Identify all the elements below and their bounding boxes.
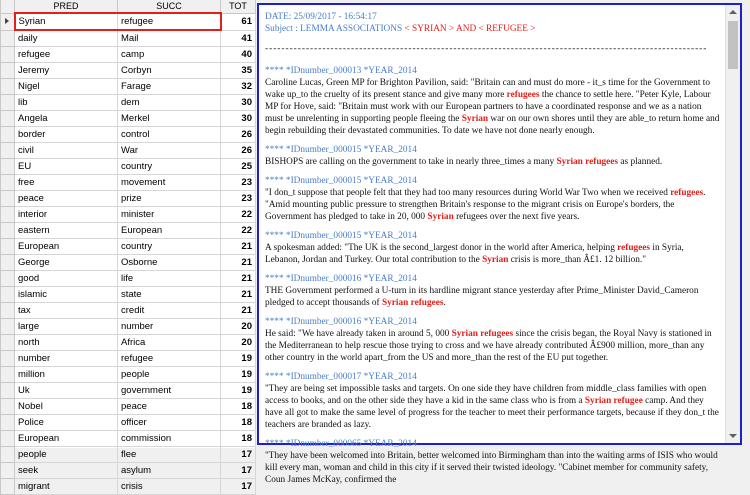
concordance-header [265, 11, 721, 35]
table-row[interactable] [1, 79, 256, 95]
pred-cell[interactable]: Jeremy [15, 63, 118, 79]
tot-cell[interactable]: 21 [221, 287, 256, 303]
tot-cell[interactable]: 21 [221, 271, 256, 287]
succ-cell[interactable]: movement [118, 175, 221, 191]
separator-line: ------------------------------------------------------------------------------------------------------------ [265, 44, 708, 54]
table-row[interactable] [1, 271, 256, 287]
table-row[interactable] [1, 463, 256, 479]
table-row[interactable] [1, 287, 256, 303]
pred-cell[interactable]: number [15, 351, 118, 367]
row-indicator[interactable] [1, 239, 15, 255]
highlighted-term: refugees [617, 243, 651, 253]
highlighted-term: Syrian refugees [381, 298, 444, 308]
tot-cell[interactable]: 19 [221, 383, 256, 399]
row-indicator[interactable] [1, 319, 15, 335]
row-indicator[interactable] [1, 79, 15, 95]
tot-cell[interactable]: 41 [221, 30, 256, 47]
scroll-down-button[interactable] [726, 429, 740, 443]
tot-cell[interactable]: 17 [221, 447, 256, 463]
row-indicator[interactable] [1, 383, 15, 399]
document-entry [265, 65, 721, 137]
tot-cell[interactable]: 19 [221, 367, 256, 383]
row-indicator-header [1, 0, 15, 13]
table-row[interactable] [1, 351, 256, 367]
row-indicator[interactable] [1, 175, 15, 191]
tot-cell[interactable]: 23 [221, 175, 256, 191]
succ-cell[interactable]: camp [118, 47, 221, 63]
highlighted-term: refugees [670, 188, 704, 198]
document-id: **** *IDnumber_000065 *YEAR_2014 [265, 439, 417, 449]
row-indicator[interactable] [1, 351, 15, 367]
row-indicator[interactable] [1, 207, 15, 223]
tot-cell[interactable]: 21 [221, 303, 256, 319]
row-indicator[interactable] [1, 287, 15, 303]
succ-cell[interactable]: state [118, 287, 221, 303]
row-indicator[interactable] [1, 143, 15, 159]
row-indicator[interactable] [1, 13, 15, 30]
table-row[interactable] [1, 479, 256, 495]
tot-column-header[interactable]: TOT [221, 0, 256, 13]
current-row-arrow-icon [5, 18, 9, 24]
table-row[interactable] [1, 223, 256, 239]
document-text: BISHOPS are calling on the government to take in nearly three_times a many Syrian refugees as planned. [265, 157, 663, 167]
pred-column-header[interactable]: PRED [15, 0, 118, 13]
table-row[interactable] [1, 207, 256, 223]
table-row[interactable] [1, 143, 256, 159]
document-text: He said: "We have already taken in around 5, 000 Syrian refugees since the crisis began, the Royal Navy is stationed in the Mediterranean to help rescue those trying to cross and we have already contributed Â£900 million, more_than any other country in the world apart_from the US and more_than the rest of the EU put together. [265, 329, 712, 363]
pred-cell[interactable]: seek [15, 463, 118, 479]
row-indicator[interactable] [1, 271, 15, 287]
scroll-up-button[interactable] [726, 5, 740, 19]
table-row[interactable] [1, 367, 256, 383]
succ-cell[interactable]: European [118, 223, 221, 239]
tot-cell[interactable]: 18 [221, 399, 256, 415]
row-indicator[interactable] [1, 463, 15, 479]
pred-cell[interactable]: people [15, 447, 118, 463]
pred-cell[interactable]: lib [15, 95, 118, 111]
document-entry [265, 230, 721, 266]
highlighted-term: refugees [506, 90, 540, 100]
tot-cell[interactable]: 32 [221, 79, 256, 95]
table-row[interactable] [1, 191, 256, 207]
row-indicator[interactable] [1, 447, 15, 463]
table-row[interactable] [1, 127, 256, 143]
triangle-down-icon [729, 434, 737, 438]
succ-cell[interactable]: country [118, 239, 221, 255]
subject-label: Subject : LEMMA ASSOCIATIONS [265, 24, 405, 34]
row-indicator[interactable] [1, 111, 15, 127]
pred-cell[interactable]: Nigel [15, 79, 118, 95]
document-entry [265, 438, 721, 486]
succ-cell[interactable]: country [118, 159, 221, 175]
row-indicator[interactable] [1, 191, 15, 207]
row-indicator[interactable] [1, 367, 15, 383]
document-id: **** *IDnumber_000016 *YEAR_2014 [265, 274, 417, 284]
table-row[interactable] [1, 175, 256, 191]
pred-cell[interactable]: peace [15, 191, 118, 207]
pred-cell[interactable]: migrant [15, 479, 118, 495]
tot-cell[interactable]: 26 [221, 143, 256, 159]
document-text: "They have been welcomed into Britain, better welcomed into Birmingham than into the waiting arms of ISIS who would kill every man, woman and child in this city if it served their twisted ideology. "Cabinet member for community safety, Coun James McKay, confirmed the [265, 451, 718, 485]
table-row[interactable] [1, 63, 256, 79]
highlighted-term: Syrian refugees [556, 157, 619, 167]
row-indicator[interactable] [1, 415, 15, 431]
succ-cell[interactable]: refugee [118, 351, 221, 367]
table-row[interactable] [1, 30, 256, 47]
document-list [265, 65, 721, 486]
row-indicator[interactable] [1, 399, 15, 415]
document-id: **** *IDnumber_000015 *YEAR_2014 [265, 176, 417, 186]
document-id: **** *IDnumber_000015 *YEAR_2014 [265, 145, 417, 155]
pred-cell[interactable]: good [15, 271, 118, 287]
row-indicator[interactable] [1, 127, 15, 143]
table-row[interactable] [1, 335, 256, 351]
succ-cell[interactable]: refugee [118, 13, 221, 30]
document-entry [265, 371, 721, 431]
row-indicator[interactable] [1, 479, 15, 495]
row-indicator[interactable] [1, 223, 15, 239]
scrollbar-thumb[interactable] [728, 21, 738, 69]
table-row[interactable] [1, 319, 256, 335]
vertical-scrollbar[interactable] [725, 5, 740, 443]
subject-query: < SYRIAN > AND < REFUGEE > [404, 24, 536, 34]
document-id: **** *IDnumber_000015 *YEAR_2014 [265, 231, 417, 241]
tot-cell[interactable]: 25 [221, 159, 256, 175]
pred-cell[interactable]: interior [15, 207, 118, 223]
pred-cell[interactable]: tax [15, 303, 118, 319]
document-text: A spokesman added: "The UK is the second_largest donor in the world after America, helping refugees in Syria, Lebanon, Jordan and Turkey. Our total contribution to the Syrian crisis is more_than Â£1. 12 billion." [265, 243, 684, 265]
succ-cell[interactable]: number [118, 319, 221, 335]
pred-cell[interactable]: islamic [15, 287, 118, 303]
tot-cell[interactable]: 26 [221, 127, 256, 143]
tot-cell[interactable]: 61 [221, 13, 256, 30]
grid-header-row [1, 0, 256, 13]
succ-cell[interactable]: War [118, 143, 221, 159]
highlighted-term: Syrian refugee [584, 396, 643, 406]
table-row[interactable] [1, 111, 256, 127]
pred-cell[interactable]: European [15, 239, 118, 255]
succ-cell[interactable]: Africa [118, 335, 221, 351]
association-grid [0, 0, 256, 495]
tot-cell[interactable]: 30 [221, 95, 256, 111]
tot-cell[interactable]: 21 [221, 239, 256, 255]
tot-cell[interactable]: 18 [221, 431, 256, 447]
pred-cell[interactable]: Nobel [15, 399, 118, 415]
pred-cell[interactable]: border [15, 127, 118, 143]
tot-cell[interactable]: 22 [221, 207, 256, 223]
succ-cell[interactable]: crisis [118, 479, 221, 495]
succ-cell[interactable]: life [118, 271, 221, 287]
table-row[interactable] [1, 303, 256, 319]
row-indicator[interactable] [1, 303, 15, 319]
document-text: "They are being set impossible tasks and targets. On one side they have children from middle_class families with open access to books, and on the other side they have a kid in the same class who is from a Syrian refugee camp. And they have all got to make the same level of progress for the teacher to meet their performance targets, because if they don_t the teachers are branded as lazy. [265, 384, 719, 430]
document-text: THE Government performed a U-turn in its hardline migrant stance yesterday after Prime_Minister David_Cameron pledged to accept thousands of Syrian refugees. [265, 286, 699, 308]
tot-cell[interactable]: 35 [221, 63, 256, 79]
document-id: **** *IDnumber_000016 *YEAR_2014 [265, 317, 417, 327]
concordance-content [265, 11, 721, 486]
succ-cell[interactable]: commission [118, 431, 221, 447]
row-indicator[interactable] [1, 63, 15, 79]
table-row[interactable] [1, 159, 256, 175]
tot-cell[interactable]: 21 [221, 255, 256, 271]
row-indicator[interactable] [1, 335, 15, 351]
succ-cell[interactable]: control [118, 127, 221, 143]
pred-cell[interactable]: Police [15, 415, 118, 431]
document-text: "I don_t suppose that people felt that they had too many resources during World War Two when we received refugees. "Amid mounting public pressure to strengthen Britain's response to the migrant crisis on Europe's borders, the Government has pledged to take in 20, 000 Syrian refugees over the next five years. [265, 188, 706, 222]
tot-cell[interactable]: 17 [221, 463, 256, 479]
document-entry [265, 144, 721, 168]
table-row[interactable] [1, 255, 256, 271]
tot-cell[interactable]: 19 [221, 351, 256, 367]
date-line: DATE: 25/09/2017 - 16:54:17 [265, 12, 377, 22]
succ-cell[interactable]: officer [118, 415, 221, 431]
succ-cell[interactable]: peace [118, 399, 221, 415]
tot-cell[interactable]: 30 [221, 111, 256, 127]
pred-cell[interactable]: European [15, 431, 118, 447]
pred-cell[interactable]: eastern [15, 223, 118, 239]
grid-body [1, 13, 256, 495]
tot-cell[interactable]: 20 [221, 335, 256, 351]
tot-cell[interactable]: 18 [221, 415, 256, 431]
subject-line [265, 23, 721, 35]
succ-cell[interactable]: Corbyn [118, 63, 221, 79]
pred-cell[interactable]: George [15, 255, 118, 271]
succ-cell[interactable]: government [118, 383, 221, 399]
succ-cell[interactable]: dem [118, 95, 221, 111]
table-row[interactable] [1, 383, 256, 399]
pred-cell[interactable]: Angela [15, 111, 118, 127]
tot-cell[interactable]: 17 [221, 479, 256, 495]
document-id: **** *IDnumber_000017 *YEAR_2014 [265, 372, 417, 382]
succ-cell[interactable]: prize [118, 191, 221, 207]
pred-cell[interactable]: Uk [15, 383, 118, 399]
triangle-up-icon [729, 10, 737, 14]
document-entry [265, 273, 721, 309]
document-entry [265, 316, 721, 364]
succ-column-header[interactable]: SUCC [118, 0, 221, 13]
pred-cell[interactable]: Syrian [15, 13, 118, 30]
row-indicator[interactable] [1, 159, 15, 175]
pred-cell[interactable]: daily [15, 30, 118, 47]
concordance-panel [257, 3, 742, 485]
succ-cell[interactable]: Farage [118, 79, 221, 95]
tot-cell[interactable]: 23 [221, 191, 256, 207]
succ-cell[interactable]: credit [118, 303, 221, 319]
pred-cell[interactable]: large [15, 319, 118, 335]
succ-cell[interactable]: Osborne [118, 255, 221, 271]
table-row[interactable] [1, 95, 256, 111]
tot-cell[interactable]: 20 [221, 319, 256, 335]
pred-cell[interactable]: north [15, 335, 118, 351]
succ-cell[interactable]: minister [118, 207, 221, 223]
tot-cell[interactable]: 22 [221, 223, 256, 239]
highlighted-term: Syrian [427, 212, 454, 222]
pred-cell[interactable]: civil [15, 143, 118, 159]
highlighted-term: Syrian [461, 114, 489, 124]
table-row[interactable] [1, 431, 256, 447]
tot-cell[interactable]: 40 [221, 47, 256, 63]
row-indicator[interactable] [1, 95, 15, 111]
succ-cell[interactable]: asylum [118, 463, 221, 479]
table-row[interactable] [1, 447, 256, 463]
association-grid-panel [0, 0, 256, 492]
table-row[interactable] [1, 47, 256, 63]
row-indicator[interactable] [1, 47, 15, 63]
succ-cell[interactable]: Mail [118, 30, 221, 47]
highlighted-term: Syrian [482, 255, 509, 265]
row-indicator[interactable] [1, 30, 15, 47]
pred-cell[interactable]: free [15, 175, 118, 191]
table-row[interactable] [1, 13, 256, 30]
table-row[interactable] [1, 415, 256, 431]
row-indicator[interactable] [1, 431, 15, 447]
succ-cell[interactable]: Merkel [118, 111, 221, 127]
document-text: Caroline Lucas, Green MP for Brighton Pavilion, said: "Britain can and must do more - it_s time for the Government to wake up_to the cruelty of its present stance and give many more refugees the chance to settle here. "Peter Kyle, Labour MP for Hove, said: "Britain must work with our European partners to have a coordinated response and we as a nation must be unrelenting in supporting people fleeing the Syrian war on our own shores until they are able_to return home and begin rebuilding their devastated communities. To date we have not done nearly enough. [265, 78, 720, 136]
pred-cell[interactable]: refugee [15, 47, 118, 63]
pred-cell[interactable]: EU [15, 159, 118, 175]
table-row[interactable] [1, 399, 256, 415]
document-entry [265, 175, 721, 223]
succ-cell[interactable]: flee [118, 447, 221, 463]
table-row[interactable] [1, 239, 256, 255]
pred-cell[interactable]: million [15, 367, 118, 383]
row-indicator[interactable] [1, 255, 15, 271]
document-id: **** *IDnumber_000013 *YEAR_2014 [265, 66, 417, 76]
highlighted-term: Syrian refugees [451, 329, 514, 339]
succ-cell[interactable]: people [118, 367, 221, 383]
